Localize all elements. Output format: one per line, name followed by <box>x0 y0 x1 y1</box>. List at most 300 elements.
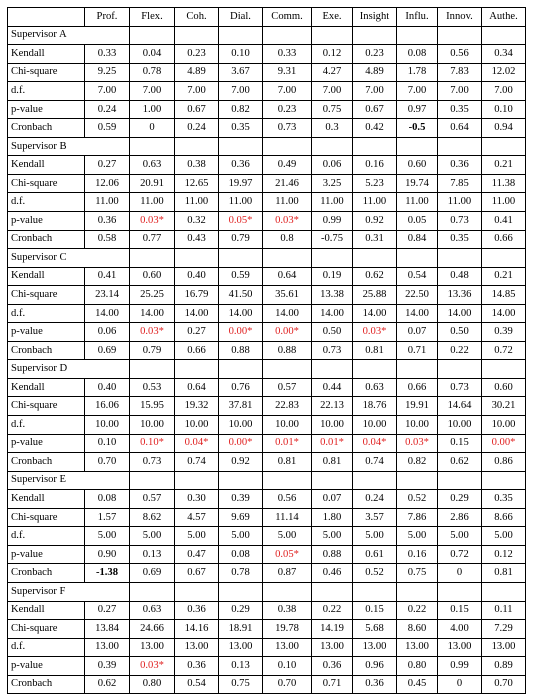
row-label: Kendall <box>8 45 85 64</box>
table-row <box>8 490 526 509</box>
table-cell: 25.88 <box>353 286 397 305</box>
table-cell: 0.22 <box>438 341 482 360</box>
table-cell: 0.05* <box>263 545 312 564</box>
table-cell: 0.33 <box>263 45 312 64</box>
row-label: d.f. <box>8 193 85 212</box>
table-cell: 10.00 <box>85 416 130 435</box>
table-cell: 10.00 <box>397 416 438 435</box>
table-cell: 12.02 <box>482 63 526 82</box>
table-cell: 18.91 <box>219 620 263 639</box>
table-cell: 9.69 <box>219 508 263 527</box>
table-cell: 3.67 <box>219 63 263 82</box>
table-cell: 41.50 <box>219 286 263 305</box>
row-label: d.f. <box>8 416 85 435</box>
table-cell: 0.47 <box>175 545 219 564</box>
table-cell: 0.53 <box>130 378 175 397</box>
table-cell: 0.81 <box>482 564 526 583</box>
table-cell: 0.78 <box>219 564 263 583</box>
table-cell: 0.03* <box>263 212 312 231</box>
table-cell: 13.00 <box>312 638 353 657</box>
empty-cell <box>219 137 263 156</box>
table-cell: 0.13 <box>219 657 263 676</box>
table-cell: 11.00 <box>438 193 482 212</box>
table-cell: 1.78 <box>397 63 438 82</box>
table-cell: 0.87 <box>263 564 312 583</box>
table-cell: 0.04* <box>353 434 397 453</box>
empty-cell <box>482 471 526 490</box>
table-cell: 11.00 <box>482 193 526 212</box>
table-cell: 0.69 <box>130 564 175 583</box>
table-cell: 37.81 <box>219 397 263 416</box>
row-label: Chi-square <box>8 620 85 639</box>
table-cell: 0.88 <box>219 341 263 360</box>
table-cell: 0.04 <box>130 45 175 64</box>
table-row <box>8 119 526 138</box>
table-cell: 22.50 <box>397 286 438 305</box>
empty-cell <box>438 249 482 268</box>
table-row <box>8 508 526 527</box>
table-cell: 0.66 <box>482 230 526 249</box>
table-cell: -0.75 <box>312 230 353 249</box>
table-cell: 0.80 <box>130 675 175 694</box>
empty-cell <box>397 471 438 490</box>
table-cell: 0.60 <box>397 156 438 175</box>
table-cell: 0.92 <box>219 453 263 472</box>
table-cell: 0.08 <box>397 45 438 64</box>
table-cell: 0.12 <box>482 545 526 564</box>
table-cell: 14.16 <box>175 620 219 639</box>
table-cell: 2.86 <box>438 508 482 527</box>
table-cell: 13.00 <box>219 638 263 657</box>
table-cell: 11.38 <box>482 174 526 193</box>
table-cell: 0.62 <box>438 453 482 472</box>
table-cell: 13.00 <box>438 638 482 657</box>
table-cell: 30.21 <box>482 397 526 416</box>
column-header: Innov. <box>438 8 482 27</box>
table-cell: 25.25 <box>130 286 175 305</box>
table-cell: 0.38 <box>263 601 312 620</box>
empty-cell <box>482 360 526 379</box>
empty-cell <box>312 26 353 45</box>
table-cell: 0.35 <box>438 100 482 119</box>
table-cell: 0.23 <box>353 45 397 64</box>
empty-cell <box>397 26 438 45</box>
table-cell: 19.78 <box>263 620 312 639</box>
table-cell: 0.88 <box>312 545 353 564</box>
empty-cell <box>263 360 312 379</box>
table-cell: 0.52 <box>353 564 397 583</box>
empty-cell <box>397 249 438 268</box>
table-cell: 0.39 <box>482 323 526 342</box>
empty-cell <box>219 582 263 601</box>
table-cell: 5.00 <box>397 527 438 546</box>
empty-cell <box>353 26 397 45</box>
table-cell: 22.83 <box>263 397 312 416</box>
table-cell: 13.00 <box>175 638 219 657</box>
table-cell: 0.50 <box>438 323 482 342</box>
empty-cell <box>397 137 438 156</box>
table-cell: 15.95 <box>130 397 175 416</box>
row-label: Chi-square <box>8 63 85 82</box>
table-cell: 0.30 <box>175 490 219 509</box>
table-cell: 7.85 <box>438 174 482 193</box>
table-cell: 0.33 <box>85 45 130 64</box>
table-cell: 10.00 <box>219 416 263 435</box>
table-cell: 0.82 <box>397 453 438 472</box>
table-cell: 0.76 <box>219 378 263 397</box>
table-cell: 8.62 <box>130 508 175 527</box>
table-cell: 0.40 <box>85 378 130 397</box>
row-label: Cronbach <box>8 564 85 583</box>
table-cell: 0.03* <box>397 434 438 453</box>
table-cell: 0.63 <box>130 156 175 175</box>
table-cell: 0.16 <box>353 156 397 175</box>
table-cell: 0.49 <box>263 156 312 175</box>
table-cell: 5.00 <box>85 527 130 546</box>
empty-cell <box>312 582 353 601</box>
table-cell: 0.94 <box>482 119 526 138</box>
row-label: Chi-square <box>8 508 85 527</box>
table-cell: 5.68 <box>353 620 397 639</box>
table-cell: 0.16 <box>397 545 438 564</box>
table-cell: 0.66 <box>397 378 438 397</box>
table-cell: 7.83 <box>438 63 482 82</box>
table-cell: 13.00 <box>85 638 130 657</box>
table-cell: 0.08 <box>85 490 130 509</box>
empty-cell <box>263 137 312 156</box>
column-header: Dial. <box>219 8 263 27</box>
table-cell: 0.63 <box>130 601 175 620</box>
row-label: Cronbach <box>8 453 85 472</box>
table-cell: 0.99 <box>312 212 353 231</box>
table-cell: 0.29 <box>219 601 263 620</box>
group-title: Supervisor A <box>8 26 130 45</box>
row-label: d.f. <box>8 82 85 101</box>
table-cell: 0.70 <box>482 675 526 694</box>
table-cell: 7.00 <box>85 82 130 101</box>
table-cell: 0.72 <box>438 545 482 564</box>
empty-cell <box>438 26 482 45</box>
table-cell: 0.67 <box>175 100 219 119</box>
table-cell: 7.00 <box>175 82 219 101</box>
table-row <box>8 601 526 620</box>
empty-cell <box>263 582 312 601</box>
table-cell: 0.27 <box>85 601 130 620</box>
table-cell: 0.74 <box>353 453 397 472</box>
table-cell: 5.00 <box>263 527 312 546</box>
table-cell: 0.81 <box>263 453 312 472</box>
table-cell: 0.41 <box>482 212 526 231</box>
table-cell: 0.24 <box>175 119 219 138</box>
row-label: p-value <box>8 323 85 342</box>
row-label: d.f. <box>8 638 85 657</box>
table-cell: 0.35 <box>219 119 263 138</box>
table-cell: 8.66 <box>482 508 526 527</box>
table-cell: 4.89 <box>353 63 397 82</box>
table-cell: 0.07 <box>312 490 353 509</box>
table-cell: 0.00* <box>263 323 312 342</box>
table-cell: -0.5 <box>397 119 438 138</box>
table-cell: 0.39 <box>85 657 130 676</box>
table-row <box>8 212 526 231</box>
table-cell: 3.57 <box>353 508 397 527</box>
table-cell: 14.19 <box>312 620 353 639</box>
empty-cell <box>130 582 175 601</box>
empty-cell <box>130 360 175 379</box>
row-label: Cronbach <box>8 675 85 694</box>
table-cell: 11.00 <box>312 193 353 212</box>
table-cell: 14.85 <box>482 286 526 305</box>
column-header: Authe. <box>482 8 526 27</box>
empty-cell <box>263 249 312 268</box>
table-cell: 0.78 <box>130 63 175 82</box>
table-cell: 13.36 <box>438 286 482 305</box>
table-cell: 0.88 <box>263 341 312 360</box>
table-cell: 14.00 <box>219 304 263 323</box>
column-header: Comm. <box>263 8 312 27</box>
table-cell: 11.00 <box>263 193 312 212</box>
table-cell: 0.06 <box>85 323 130 342</box>
table-cell: 0.03* <box>130 323 175 342</box>
table-cell: 0.54 <box>397 267 438 286</box>
table-cell: 0.80 <box>397 657 438 676</box>
table-cell: 0.27 <box>85 156 130 175</box>
table-cell: 14.64 <box>438 397 482 416</box>
table-row <box>8 193 526 212</box>
table-cell: 10.00 <box>312 416 353 435</box>
table-cell: 7.00 <box>482 82 526 101</box>
table-cell: 0.31 <box>353 230 397 249</box>
table-cell: 5.23 <box>353 174 397 193</box>
table-cell: 0.75 <box>312 100 353 119</box>
table-body <box>8 8 526 694</box>
table-cell: 0 <box>438 564 482 583</box>
table-cell: 0.08 <box>219 545 263 564</box>
table-cell: 0.89 <box>482 657 526 676</box>
table-cell: 0.75 <box>219 675 263 694</box>
empty-cell <box>482 137 526 156</box>
table-cell: 0.81 <box>353 341 397 360</box>
table-cell: 14.00 <box>312 304 353 323</box>
table-cell: 0.12 <box>312 45 353 64</box>
table-row <box>8 267 526 286</box>
row-label: p-value <box>8 100 85 119</box>
table-cell: 11.00 <box>130 193 175 212</box>
table-cell: 0.69 <box>85 341 130 360</box>
table-cell: 0.34 <box>482 45 526 64</box>
table-row <box>8 545 526 564</box>
table-cell: 11.00 <box>219 193 263 212</box>
table-cell: 19.97 <box>219 174 263 193</box>
table-cell: 0.79 <box>130 341 175 360</box>
table-cell: 0.38 <box>175 156 219 175</box>
table-cell: 13.38 <box>312 286 353 305</box>
table-cell: 11.00 <box>353 193 397 212</box>
table-cell: 11.00 <box>175 193 219 212</box>
table-cell: 7.00 <box>130 82 175 101</box>
table-cell: 0.56 <box>263 490 312 509</box>
table-cell: 7.00 <box>353 82 397 101</box>
table-cell: 0.15 <box>438 434 482 453</box>
column-header: Coh. <box>175 8 219 27</box>
empty-cell <box>353 137 397 156</box>
table-cell: 0.07 <box>397 323 438 342</box>
table-cell: 1.57 <box>85 508 130 527</box>
empty-cell <box>312 137 353 156</box>
table-cell: 0.66 <box>175 341 219 360</box>
table-cell: 8.60 <box>397 620 438 639</box>
table-cell: 13.00 <box>263 638 312 657</box>
table-cell: 0.81 <box>312 453 353 472</box>
table-row <box>8 378 526 397</box>
table-cell: 13.00 <box>353 638 397 657</box>
table-cell: 0.72 <box>482 341 526 360</box>
row-label: Kendall <box>8 601 85 620</box>
table-cell: 1.00 <box>130 100 175 119</box>
table-cell: 0.22 <box>397 601 438 620</box>
table-cell: 0.03* <box>130 212 175 231</box>
table-cell: 14.00 <box>482 304 526 323</box>
table-cell: 0.03* <box>130 657 175 676</box>
table-cell: 0.10 <box>219 45 263 64</box>
table-cell: 0.60 <box>482 378 526 397</box>
table-cell: 0.43 <box>175 230 219 249</box>
table-cell: 0.10 <box>263 657 312 676</box>
table-cell: 0.77 <box>130 230 175 249</box>
table-cell: 0.71 <box>397 341 438 360</box>
table-cell: 0.92 <box>353 212 397 231</box>
empty-cell <box>312 360 353 379</box>
table-cell: 10.00 <box>353 416 397 435</box>
row-label: Kendall <box>8 156 85 175</box>
table-cell: 0.15 <box>353 601 397 620</box>
table-cell: 0.62 <box>353 267 397 286</box>
group-header-row <box>8 137 526 156</box>
row-label: Chi-square <box>8 174 85 193</box>
table-cell: 0.73 <box>312 341 353 360</box>
group-header-row <box>8 582 526 601</box>
table-cell: 10.00 <box>130 416 175 435</box>
row-label: Cronbach <box>8 119 85 138</box>
table-cell: 0.74 <box>175 453 219 472</box>
table-cell: 0.86 <box>482 453 526 472</box>
table-cell: 23.14 <box>85 286 130 305</box>
table-cell: 13.00 <box>130 638 175 657</box>
table-cell: 10.00 <box>482 416 526 435</box>
table-cell: 14.00 <box>353 304 397 323</box>
table-row <box>8 638 526 657</box>
table-cell: 0.00* <box>219 434 263 453</box>
column-header: Insight <box>353 8 397 27</box>
header-corner <box>8 8 85 27</box>
table-cell: 0.41 <box>85 267 130 286</box>
empty-cell <box>263 471 312 490</box>
column-header: Prof. <box>85 8 130 27</box>
column-header: Flex. <box>130 8 175 27</box>
table-cell: 12.06 <box>85 174 130 193</box>
table-row <box>8 156 526 175</box>
table-cell: 4.27 <box>312 63 353 82</box>
table-cell: 12.65 <box>175 174 219 193</box>
table-row <box>8 100 526 119</box>
table-row <box>8 675 526 694</box>
table-cell: 0.79 <box>219 230 263 249</box>
row-label: d.f. <box>8 304 85 323</box>
row-label: Chi-square <box>8 286 85 305</box>
table-cell: 0.84 <box>397 230 438 249</box>
table-cell: 7.29 <box>482 620 526 639</box>
statistics-table <box>7 7 526 694</box>
table-cell: 0.36 <box>438 156 482 175</box>
table-cell: 0.70 <box>263 675 312 694</box>
table-row <box>8 657 526 676</box>
table-cell: 16.79 <box>175 286 219 305</box>
empty-cell <box>263 26 312 45</box>
table-cell: 0.03* <box>353 323 397 342</box>
empty-cell <box>438 471 482 490</box>
table-cell: 24.66 <box>130 620 175 639</box>
table-cell: 11.14 <box>263 508 312 527</box>
table-row <box>8 527 526 546</box>
empty-cell <box>438 360 482 379</box>
table-cell: 0.57 <box>130 490 175 509</box>
table-cell: 0.90 <box>85 545 130 564</box>
table-cell: 0.52 <box>397 490 438 509</box>
table-cell: 0.99 <box>438 657 482 676</box>
table-cell: 7.00 <box>438 82 482 101</box>
group-title: Supervisor D <box>8 360 130 379</box>
row-label: Cronbach <box>8 341 85 360</box>
empty-cell <box>397 582 438 601</box>
table-cell: 0.36 <box>353 675 397 694</box>
table-cell: 0.56 <box>438 45 482 64</box>
table-cell: 0.67 <box>175 564 219 583</box>
table-cell: 0.96 <box>353 657 397 676</box>
table-cell: 0.48 <box>438 267 482 286</box>
table-cell: 0.70 <box>85 453 130 472</box>
table-cell: 0.04* <box>175 434 219 453</box>
table-cell: 0.24 <box>85 100 130 119</box>
table-cell: 1.80 <box>312 508 353 527</box>
table-cell: 0.05* <box>219 212 263 231</box>
table-row <box>8 304 526 323</box>
table-cell: 0.27 <box>175 323 219 342</box>
table-cell: 14.00 <box>175 304 219 323</box>
table-cell: 0.36 <box>219 156 263 175</box>
row-label: d.f. <box>8 527 85 546</box>
table-cell: 0 <box>438 675 482 694</box>
row-label: Cronbach <box>8 230 85 249</box>
table-row <box>8 434 526 453</box>
table-cell: 10.00 <box>438 416 482 435</box>
table-cell: 14.00 <box>397 304 438 323</box>
table-cell: 21.46 <box>263 174 312 193</box>
table-cell: 7.00 <box>397 82 438 101</box>
table-cell: 0.63 <box>353 378 397 397</box>
empty-cell <box>130 249 175 268</box>
table-cell: 0.10* <box>130 434 175 453</box>
row-label: p-value <box>8 212 85 231</box>
row-label: Kendall <box>8 378 85 397</box>
empty-cell <box>130 471 175 490</box>
table-cell: 0.22 <box>312 601 353 620</box>
table-cell: 0.36 <box>85 212 130 231</box>
empty-cell <box>130 26 175 45</box>
table-cell: 0.36 <box>312 657 353 676</box>
table-row <box>8 323 526 342</box>
table-cell: 0.58 <box>85 230 130 249</box>
empty-cell <box>175 360 219 379</box>
